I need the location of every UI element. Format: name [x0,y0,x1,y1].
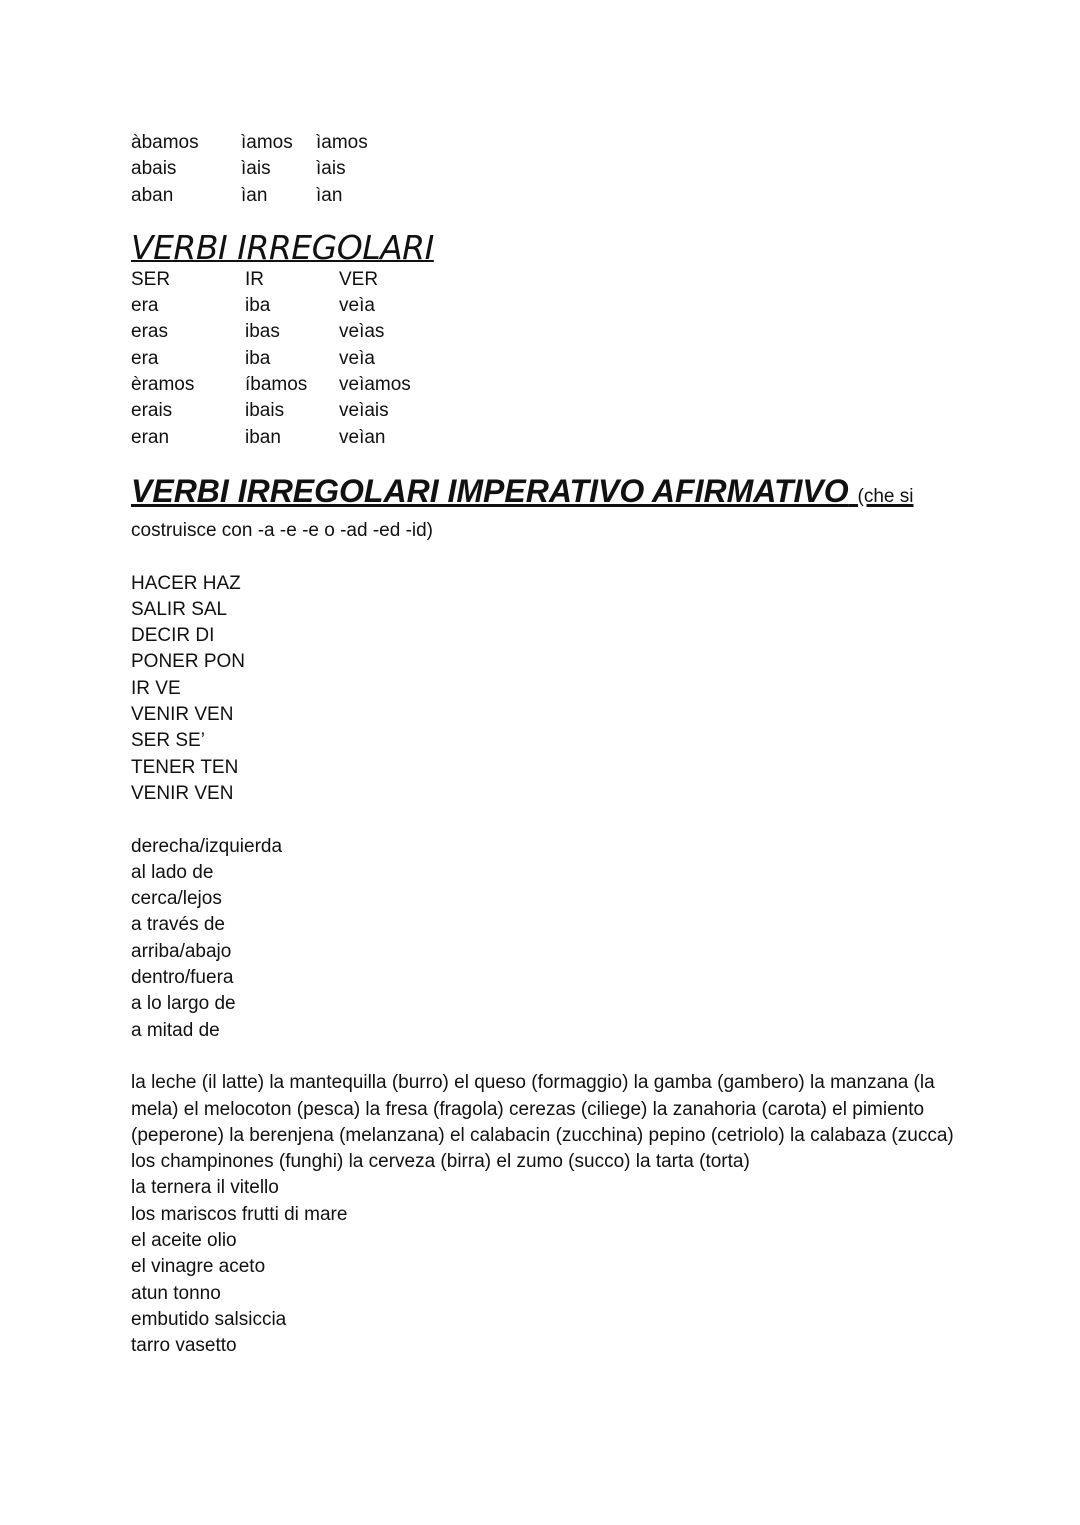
list-item: la ternera il vitello [131,1177,279,1199]
list-item: derecha/izquierda [131,835,283,857]
ending-cell: ìais [241,158,271,180]
verb-cell: veìas [339,321,385,343]
verb-cell: iba [245,347,271,369]
food-list [131,1175,961,1359]
list-item: HACER HAZ [131,572,241,594]
ending-cell: ìamos [241,132,293,153]
list-item: atun tonno [131,1282,221,1304]
ending-cell: àbamos [131,132,199,153]
endings-row [131,183,961,209]
irregular-verbs-heading: VERBI IRREGOLARI [131,227,434,267]
list-item: SALIR SAL [131,598,228,620]
imperative-heading-text: VERBI IRREGOLARI IMPERATIVO AFIRMATIVO [131,472,849,509]
verb-cell: era [131,295,159,317]
verb-cell: veìais [339,400,389,422]
list-item: TENER TEN [131,756,239,778]
verb-cell: eras [131,321,168,343]
verb-row [131,425,961,451]
verb-row [131,346,961,372]
verb-cell: eran [131,426,170,448]
list-item: el aceite olio [131,1229,237,1251]
imperative-heading [131,472,961,516]
verb-cell: veìa [339,295,375,317]
endings-row [131,156,961,182]
verb-row [131,372,961,398]
list-item: a lo largo de [131,993,236,1015]
verb-row [131,319,961,345]
irregular-verbs-table [131,267,961,451]
ending-cell: ìamos [316,132,368,153]
ending-cell: ìais [316,158,346,180]
verb-cell: SER [131,268,171,290]
prepositions-list [131,834,961,1044]
verb-cell: IR [245,268,264,290]
verb-cell: ibais [245,400,285,422]
list-item: cerca/lejos [131,888,222,910]
verb-row [131,293,961,319]
verb-cell: ibas [245,321,280,343]
endings-row [131,130,961,156]
list-item: los mariscos frutti di mare [131,1203,348,1225]
list-item: VENIR VEN [131,704,234,726]
verb-cell: veìa [339,347,375,369]
verb-cell: erais [131,400,173,422]
verb-cell: veìan [339,426,386,448]
imperative-list [131,571,961,808]
verb-cell: íbamos [245,374,308,396]
verb-row [131,267,961,293]
list-item: tarro vasetto [131,1335,237,1357]
list-item: al lado de [131,861,214,883]
list-item: el vinagre aceto [131,1256,266,1278]
verb-cell: èramos [131,374,195,396]
list-item: embutido salsiccia [131,1308,287,1330]
food-paragraph: la leche (il latte) la mantequilla (burro) el queso (formaggio) la gamba (gambero) la manzana (la mela) el melocoton (pesca) la fresa (fragola) cerezas (ciliege) la zanahoria (carota) el pimiento (peperone) la berenjena (melanzana) el calabacin (zucchina) pepino (cetriolo) la calabaza (zucca) los champinones (funghi) la cerveza (birra) el zumo (succo) la tarta (torta) [131,1072,954,1173]
list-item: dentro/fuera [131,967,234,989]
list-item: arriba/abajo [131,940,232,962]
verb-cell: iba [245,295,271,317]
list-item: PONER PON [131,651,246,673]
verb-row [131,398,961,424]
verb-cell: VER [339,268,379,290]
ending-cell: ìan [241,184,268,206]
list-item: VENIR VEN [131,782,234,804]
imperative-note-continued: costruisce con -a -e -e o -ad -ed -id) [131,519,434,541]
imperative-note: (che si [857,485,914,507]
list-item: SER SE’ [131,730,205,752]
list-item: a través de [131,914,225,936]
ending-cell: abais [131,158,177,180]
list-item: a mitad de [131,1019,220,1041]
ending-cell: ìan [316,184,343,206]
document-page [131,130,961,1359]
ending-cell: aban [131,184,174,206]
endings-table [131,130,961,209]
verb-cell: iban [245,426,281,448]
list-item: IR VE [131,677,181,699]
verb-cell: era [131,347,159,369]
verb-cell: veìamos [339,374,411,396]
list-item: DECIR DI [131,625,215,647]
